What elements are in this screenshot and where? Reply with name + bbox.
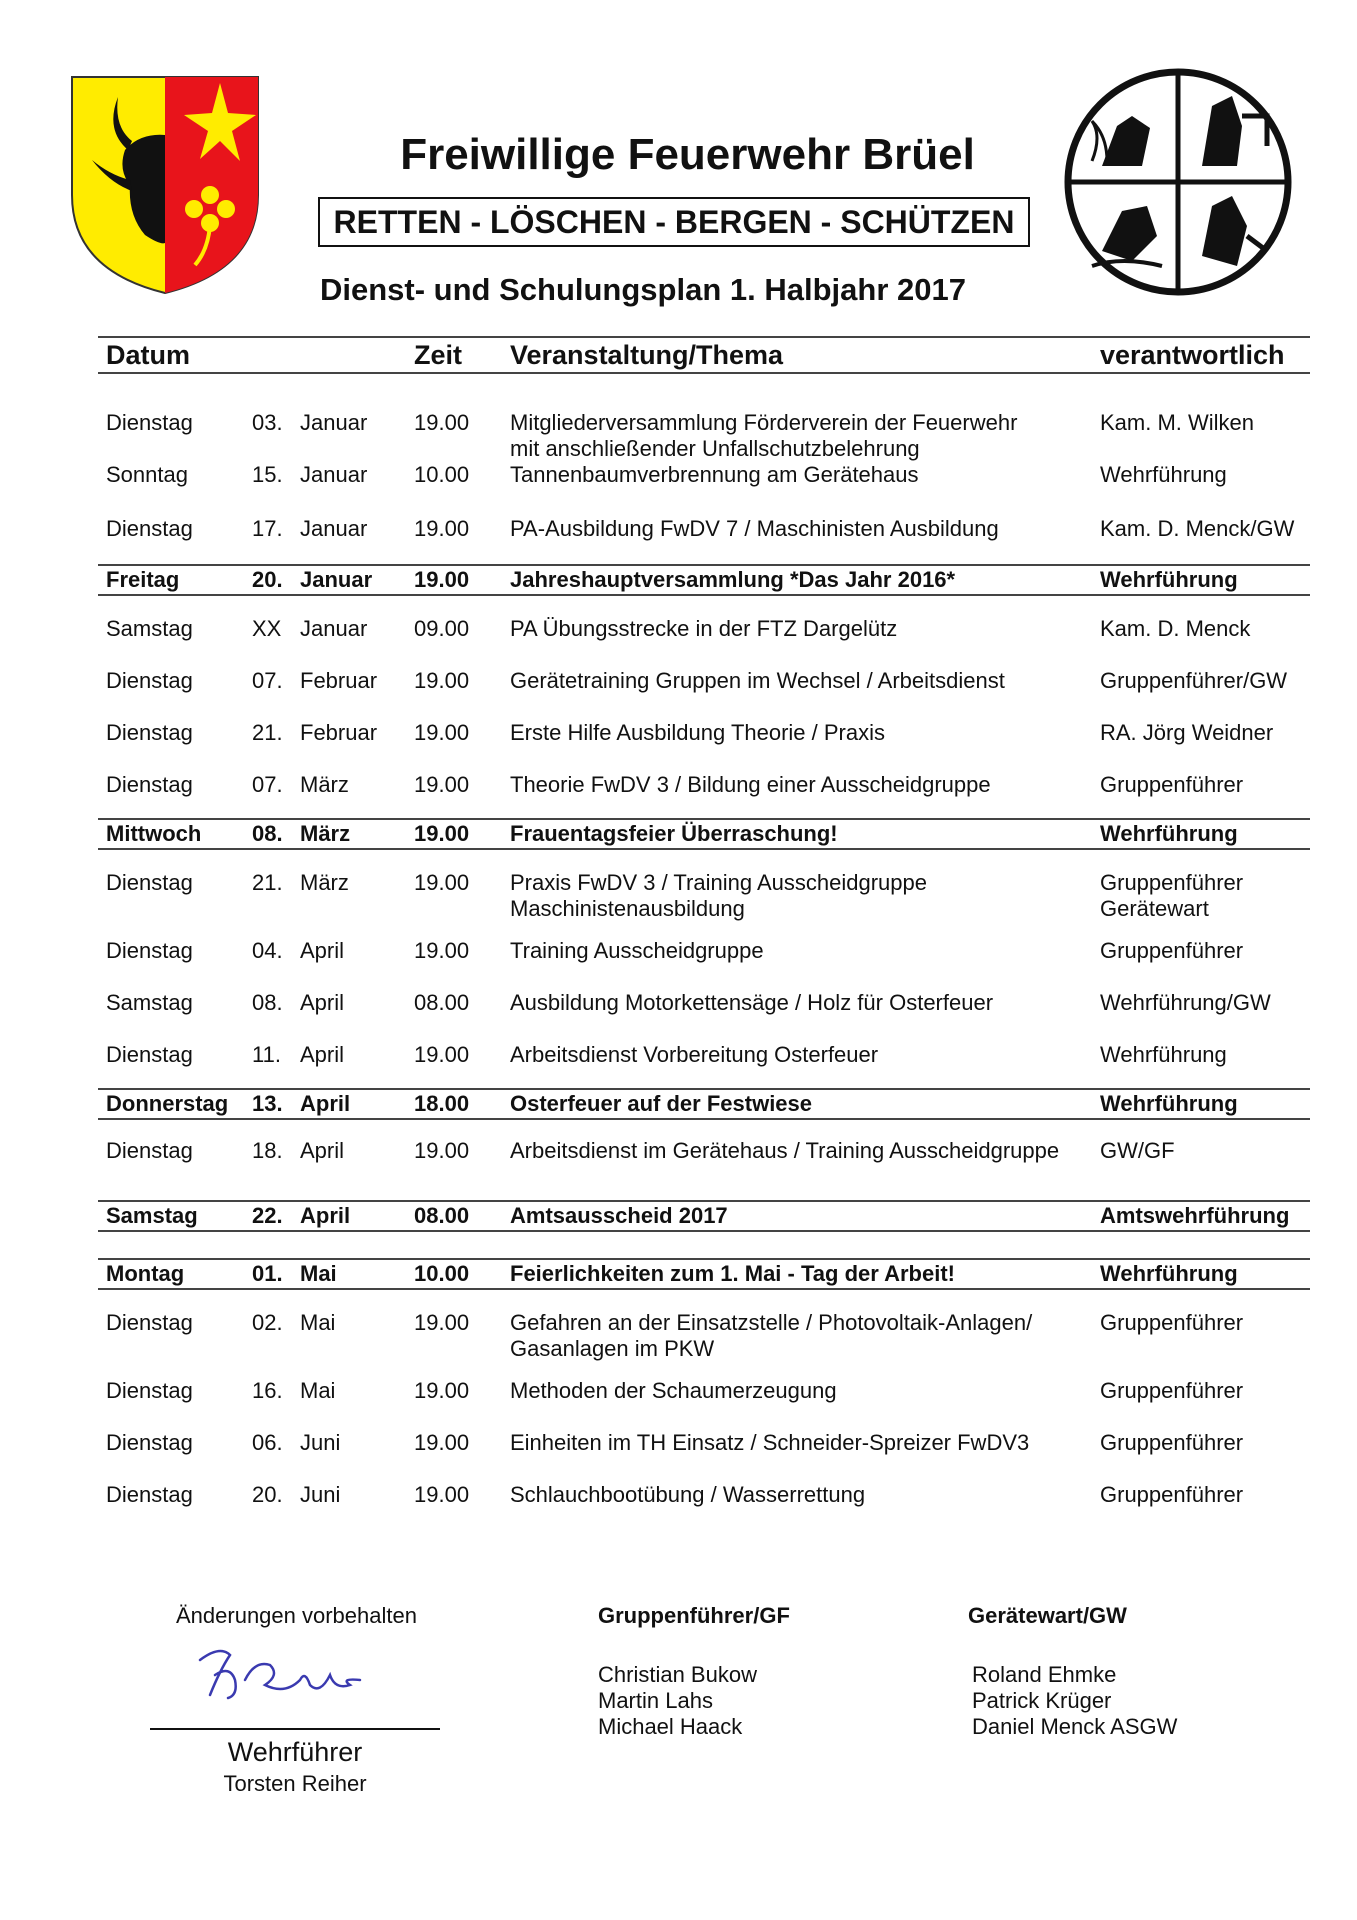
table-header — [98, 336, 1310, 374]
gf-name: Michael Haack — [598, 1714, 743, 1739]
row-day: Dienstag — [106, 870, 193, 895]
row-time: 19.00 — [414, 870, 470, 895]
row-topic-line2: Gasanlagen im PKW — [510, 1336, 715, 1361]
row-day: Dienstag — [106, 410, 193, 435]
row-date-num: 17. — [252, 516, 283, 541]
row-time: 19.00 — [414, 720, 470, 745]
row-month: Februar — [300, 720, 378, 745]
chief-title: Wehrführer — [227, 1737, 363, 1767]
row-responsible: Wehrführung — [1100, 821, 1238, 846]
row-month: Januar — [300, 616, 368, 641]
table-row — [98, 1424, 1310, 1464]
row-date-num: 04. — [252, 938, 283, 963]
row-topic: Feierlichkeiten zum 1. Mai - Tag der Arbeit! — [510, 1261, 955, 1286]
header-responsible: verantwortlich — [1100, 340, 1285, 370]
row-time: 08.00 — [414, 1203, 470, 1228]
schedule-table — [98, 336, 1310, 1516]
table-row — [98, 984, 1310, 1024]
row-day: Samstag — [106, 990, 193, 1015]
row-time: 10.00 — [414, 1261, 470, 1286]
row-time: 19.00 — [414, 1042, 470, 1067]
row-date-num: 08. — [252, 990, 283, 1015]
row-month: Mai — [300, 1261, 337, 1286]
row-responsible: Wehrführung/GW — [1100, 990, 1271, 1015]
row-topic: Erste Hilfe Ausbildung Theorie / Praxis — [510, 720, 885, 745]
row-date-num: 20. — [252, 567, 283, 592]
row-date-num: 21. — [252, 870, 283, 895]
motto-box: RETTEN - LÖSCHEN - BERGEN - SCHÜTZEN — [318, 197, 1030, 247]
row-month: April — [300, 938, 345, 963]
fire-brigade-emblem-logo — [1062, 66, 1294, 298]
gw-name: Roland Ehmke — [972, 1662, 1117, 1687]
row-topic: Jahreshauptversammlung *Das Jahr 2016* — [510, 567, 956, 592]
row-responsible: Wehrführung — [1100, 1261, 1238, 1286]
row-date-num: 01. — [252, 1261, 283, 1286]
row-day: Dienstag — [106, 1378, 193, 1403]
page-title: Freiwillige Feuerwehr Brüel — [400, 130, 975, 179]
row-time: 19.00 — [414, 772, 470, 797]
row-date-num: 08. — [252, 821, 283, 846]
row-time: 08.00 — [414, 990, 470, 1015]
row-topic: Mitgliederversammlung Förderverein der Feuerwehr — [510, 410, 1018, 435]
row-month: April — [300, 1042, 345, 1067]
row-topic: Theorie FwDV 3 / Bildung einer Ausscheidgruppe — [510, 772, 991, 797]
table-row — [98, 662, 1310, 702]
table-row — [98, 564, 1310, 596]
row-day: Dienstag — [106, 1430, 193, 1455]
row-date-num: 06. — [252, 1430, 283, 1455]
row-date-num: 18. — [252, 1138, 283, 1163]
row-date-num: 20. — [252, 1482, 283, 1507]
row-day: Montag — [106, 1261, 185, 1286]
row-topic-line2: mit anschließender Unfallschutzbelehrung — [510, 436, 920, 461]
row-time: 19.00 — [414, 1138, 470, 1163]
table-row — [98, 404, 1310, 461]
row-date-num: 07. — [252, 772, 283, 797]
row-responsible: Gruppenführer — [1100, 772, 1244, 797]
row-day: Dienstag — [106, 1310, 193, 1335]
row-month: April — [300, 990, 345, 1015]
row-responsible: Gruppenführer — [1100, 870, 1244, 895]
row-topic: Schlauchbootübung / Wasserrettung — [510, 1482, 866, 1507]
row-date-num: 22. — [252, 1203, 283, 1228]
row-time: 19.00 — [414, 516, 470, 541]
row-date-num: 15. — [252, 462, 283, 487]
row-topic: Praxis FwDV 3 / Training Ausscheidgruppe — [510, 870, 927, 895]
row-month: März — [300, 772, 349, 797]
row-month: März — [300, 821, 351, 846]
row-topic-line2: Maschinistenausbildung — [510, 896, 745, 921]
row-responsible: Wehrführung — [1100, 567, 1238, 592]
row-responsible: Kam. M. Wilken — [1100, 410, 1255, 435]
table-row — [98, 1476, 1310, 1516]
row-responsible: Wehrführung — [1100, 1091, 1238, 1116]
row-responsible: Amtswehrführung — [1100, 1203, 1290, 1228]
row-day: Dienstag — [106, 720, 193, 745]
row-time: 19.00 — [414, 1378, 470, 1403]
table-row — [98, 1304, 1310, 1370]
row-responsible: Wehrführung — [1100, 462, 1227, 487]
row-time: 09.00 — [414, 616, 470, 641]
gf-name: Martin Lahs — [598, 1688, 713, 1713]
row-time: 19.00 — [414, 1310, 470, 1335]
row-month: Mai — [300, 1310, 336, 1335]
row-responsible: Kam. D. Menck — [1100, 616, 1251, 641]
table-row — [98, 1372, 1310, 1412]
table-row — [98, 932, 1310, 972]
header-date: Datum — [106, 340, 191, 370]
row-time: 19.00 — [414, 410, 470, 435]
row-month: April — [300, 1203, 351, 1228]
row-topic: Frauentagsfeier Überraschung! — [510, 821, 838, 846]
row-topic: Arbeitsdienst im Gerätehaus / Training Ausscheidgruppe — [510, 1138, 1060, 1163]
row-responsible: Gruppenführer — [1100, 1310, 1244, 1335]
signature-line — [150, 1728, 440, 1730]
row-month: Januar — [300, 567, 373, 592]
row-topic: Gefahren an der Einsatzstelle / Photovoltaik-Anlagen/ — [510, 1310, 1033, 1335]
row-day: Dienstag — [106, 938, 193, 963]
row-month: März — [300, 870, 349, 895]
row-day: Dienstag — [106, 1482, 193, 1507]
row-topic: Ausbildung Motorkettensäge / Holz für Osterfeuer — [510, 990, 994, 1015]
row-time: 19.00 — [414, 1430, 470, 1455]
row-month: Mai — [300, 1378, 336, 1403]
row-month: Januar — [300, 462, 368, 487]
header-topic: Veranstaltung/Thema — [510, 340, 784, 370]
row-month: April — [300, 1138, 345, 1163]
row-month: Februar — [300, 668, 378, 693]
row-day: Samstag — [106, 616, 193, 641]
row-responsible: RA. Jörg Weidner — [1100, 720, 1274, 745]
row-time: 19.00 — [414, 567, 470, 592]
row-responsible: GW/GF — [1100, 1138, 1175, 1163]
row-time: 18.00 — [414, 1091, 470, 1116]
row-responsible: Gruppenführer — [1100, 1482, 1244, 1507]
row-responsible: Gruppenführer — [1100, 938, 1244, 963]
row-time: 19.00 — [414, 668, 470, 693]
row-month: Januar — [300, 410, 368, 435]
table-row — [98, 766, 1310, 806]
row-time: 10.00 — [414, 462, 470, 487]
changes-note: Änderungen vorbehalten — [176, 1603, 417, 1628]
row-topic: Osterfeuer auf der Festwiese — [510, 1091, 813, 1116]
table-row — [98, 510, 1310, 552]
row-topic: Amtsausscheid 2017 — [510, 1203, 728, 1228]
schedule-rows — [98, 404, 1310, 1516]
row-topic: Training Ausscheidgruppe — [510, 938, 764, 963]
gw-title: Gerätewart/GW — [968, 1603, 1127, 1628]
row-day: Dienstag — [106, 516, 193, 541]
table-row — [98, 864, 1310, 930]
row-topic: PA Übungsstrecke in der FTZ Dargelütz — [510, 616, 898, 641]
chief-name: Torsten Reiher — [223, 1771, 367, 1796]
town-crest-logo — [70, 75, 260, 295]
table-row — [98, 818, 1310, 850]
signature-image — [190, 1640, 370, 1710]
table-row — [98, 1132, 1310, 1174]
row-topic: Gerätetraining Gruppen im Wechsel / Arbeitsdienst — [510, 668, 1005, 693]
row-responsible: Gruppenführer — [1100, 1430, 1244, 1455]
row-date-num: 03. — [252, 410, 283, 435]
table-row — [98, 1036, 1310, 1076]
gw-name: Patrick Krüger — [972, 1688, 1112, 1713]
row-day: Dienstag — [106, 668, 193, 693]
plan-subtitle: Dienst- und Schulungsplan 1. Halbjahr 2017 — [320, 272, 966, 307]
row-day: Dienstag — [106, 1042, 193, 1067]
row-day: Mittwoch — [106, 821, 202, 846]
gw-name: Daniel Menck ASGW — [972, 1714, 1178, 1739]
table-row — [98, 1258, 1310, 1290]
row-topic: PA-Ausbildung FwDV 7 / Maschinisten Ausbildung — [510, 516, 999, 541]
table-row — [98, 456, 1310, 508]
gf-name: Christian Bukow — [598, 1662, 757, 1687]
row-responsible: Kam. D. Menck/GW — [1100, 516, 1295, 541]
row-day: Dienstag — [106, 1138, 193, 1163]
row-day: Donnerstag — [106, 1091, 229, 1116]
header-time: Zeit — [414, 340, 463, 370]
row-day: Freitag — [106, 567, 180, 592]
row-responsible-line2: Gerätewart — [1100, 896, 1209, 921]
row-time: 19.00 — [414, 938, 470, 963]
row-month: Juni — [300, 1482, 341, 1507]
row-day: Sonntag — [106, 462, 188, 487]
table-row — [98, 1088, 1310, 1120]
row-time: 19.00 — [414, 1482, 470, 1507]
row-responsible: Gruppenführer/GW — [1100, 668, 1288, 693]
table-row — [98, 714, 1310, 754]
row-month: Januar — [300, 516, 368, 541]
table-row — [98, 610, 1310, 650]
row-time: 19.00 — [414, 821, 470, 846]
row-date-num: 11. — [252, 1042, 281, 1067]
gf-title: Gruppenführer/GF — [598, 1603, 790, 1628]
row-day: Dienstag — [106, 772, 193, 797]
row-month: April — [300, 1091, 351, 1116]
row-date-num: 02. — [252, 1310, 283, 1335]
row-responsible: Wehrführung — [1100, 1042, 1227, 1067]
row-date-num: XX — [252, 616, 282, 641]
table-row — [98, 1200, 1310, 1232]
row-topic: Arbeitsdienst Vorbereitung Osterfeuer — [510, 1042, 879, 1067]
row-day: Samstag — [106, 1203, 198, 1228]
row-responsible: Gruppenführer — [1100, 1378, 1244, 1403]
row-topic: Methoden der Schaumerzeugung — [510, 1378, 837, 1403]
row-date-num: 21. — [252, 720, 283, 745]
row-month: Juni — [300, 1430, 341, 1455]
row-topic: Einheiten im TH Einsatz / Schneider-Spreizer FwDV3 — [510, 1430, 1030, 1455]
row-date-num: 07. — [252, 668, 283, 693]
row-date-num: 16. — [252, 1378, 283, 1403]
row-topic: Tannenbaumverbrennung am Gerätehaus — [510, 462, 919, 487]
row-date-num: 13. — [252, 1091, 283, 1116]
